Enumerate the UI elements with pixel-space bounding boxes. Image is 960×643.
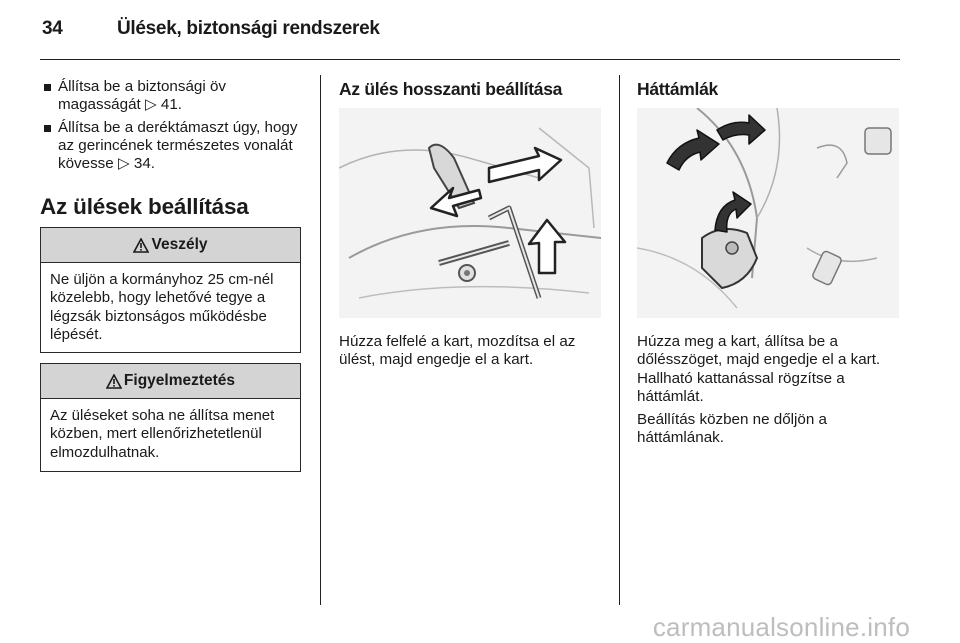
bullet-text: Állítsa be a deréktámaszt úgy, hogy az gerincének természetes vonalát kövesse [58,118,298,173]
danger-box-title: Veszély [151,236,208,253]
seat-adjust-caption: Húzza felfelé a kart, mozdítsa el az ülést, majd engedje el a kart. [339,333,576,369]
danger-box-header [41,228,300,263]
danger-box [40,227,301,353]
seat-adjust-title: Az ülés hosszanti beállítása [339,79,563,99]
bullet-list [42,78,304,177]
watermark: carmanualsonline.info [652,612,910,642]
page-reference: 41. [160,96,183,114]
warning-triangle-icon [133,238,149,253]
backrest-paragraph-1: Húzza meg a kart, állítsa be a dőlésszöget, majd engedje el a kart. Hallható kattanással rögzítse a háttámlát. [637,333,881,405]
bullet-item [42,119,304,174]
warning-box-title: Figyelmeztetés [123,372,236,389]
bullet-square-icon [44,125,51,132]
column-divider-1 [320,75,321,605]
seat-lever-illustration-icon [339,108,601,318]
section-title: Az ülések beállítása [40,194,249,219]
bullet-item [42,78,304,115]
backrest-paragraph-2: Beállítás közben ne dőljön a háttámlának. [637,411,827,447]
warning-box-body: Az üléseket soha ne állítsa menet közben, mert ellenőrizhetetlenül elmozdulhatnak. [50,407,275,461]
page-reference: 34. [133,155,155,173]
backrest-lever-illustration-icon [637,108,899,318]
warning-box-header [41,364,300,399]
backrest-title: Háttámlák [637,79,718,99]
page-number: 34 [42,18,63,39]
warning-box [40,363,301,472]
bullet-text: Állítsa be a biztonsági öv magasságát [58,78,227,114]
header-divider [40,59,900,60]
reference-arrow-icon: ▷ [144,96,157,114]
chapter-title: Ülések, biztonsági rendszerek [117,18,380,39]
reference-arrow-icon: ▷ [117,155,130,173]
column-divider-2 [619,75,620,605]
warning-triangle-icon [106,374,122,389]
danger-box-body: Ne üljön a kormányhoz 25 cm-nél közelebb, hogy lehetővé tegye a légzsák biztonságos működésbe lépését. [50,271,274,343]
bullet-square-icon [44,84,51,91]
